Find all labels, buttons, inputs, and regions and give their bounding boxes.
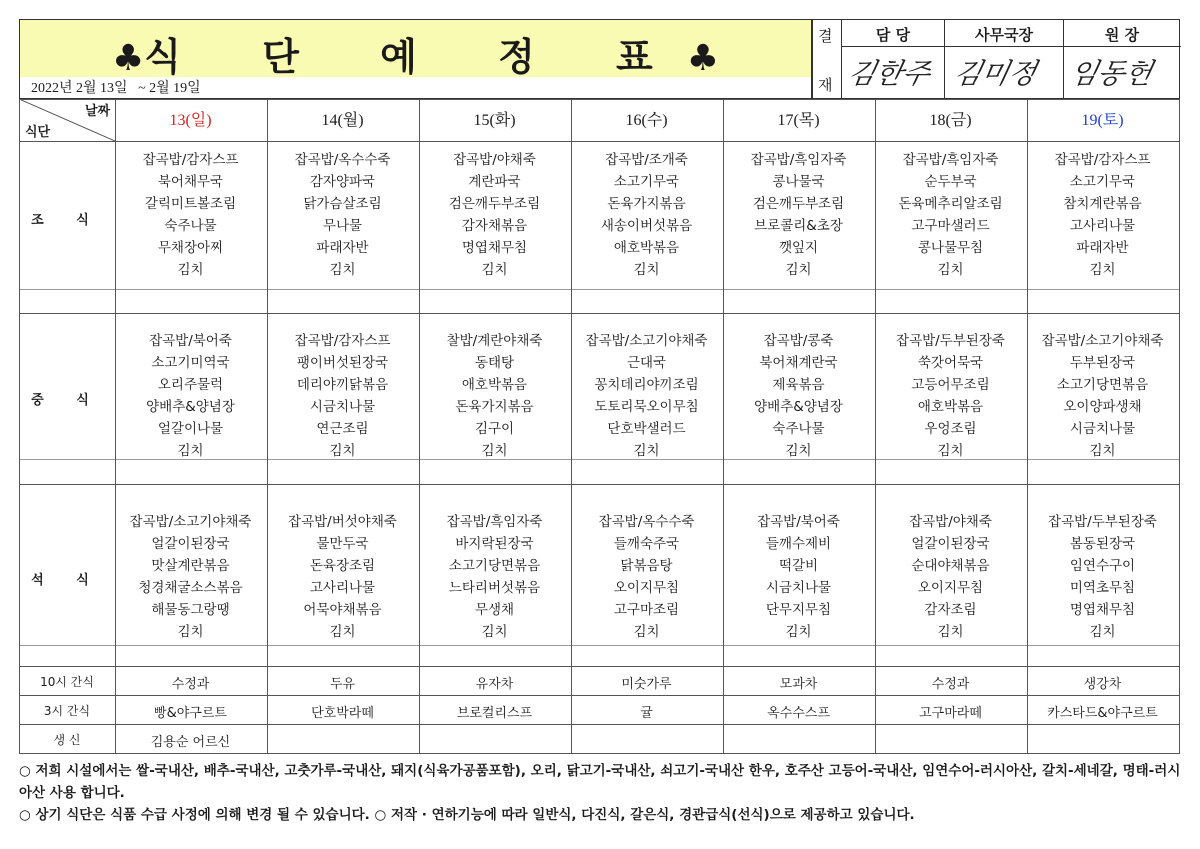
menu-item: 김치 bbox=[785, 624, 812, 640]
snack-item: 생강차 bbox=[1083, 677, 1122, 692]
menu-item: 잡곡밥/조개죽 bbox=[605, 152, 688, 168]
menu-item: 숙주나물 bbox=[772, 421, 825, 437]
menu-item: 북어채무국 bbox=[157, 174, 224, 190]
menu-item: 연근조림 bbox=[316, 421, 369, 437]
menu-item: 두부된장국 bbox=[1069, 355, 1136, 371]
menu-item: 김치 bbox=[481, 624, 508, 640]
menu-item: 고구마조림 bbox=[613, 602, 680, 618]
snack-item: 귤 bbox=[640, 706, 653, 721]
menu-table bbox=[19, 99, 1180, 753]
menu-item: 애호박볶음 bbox=[613, 240, 680, 256]
menu-item: 새송이버섯볶음 bbox=[600, 218, 693, 234]
menu-item: 브로콜리&초장 bbox=[754, 218, 843, 234]
menu-item: 오이지무침 bbox=[613, 580, 680, 596]
footer-notes bbox=[19, 760, 1184, 826]
menu-item: 돈육메추리알조림 bbox=[898, 196, 1003, 212]
menu-item: 참치계란볶음 bbox=[1063, 196, 1142, 212]
snack-item: 두유 bbox=[329, 677, 356, 692]
menu-item: 얼갈이된장국 bbox=[151, 536, 230, 552]
menu-item: 감자채볶음 bbox=[461, 218, 528, 234]
snack-item: 브로컬리스프 bbox=[456, 706, 533, 721]
menu-item: 미역초무침 bbox=[1069, 580, 1136, 596]
menu-item: 김구이 bbox=[474, 421, 515, 437]
approval-box bbox=[812, 19, 1180, 99]
menu-item: 잡곡밥/야채죽 bbox=[453, 152, 536, 168]
page-title bbox=[20, 26, 811, 81]
approval-label-bottom: 재 bbox=[818, 76, 833, 94]
menu-cell bbox=[571, 511, 722, 643]
menu-cell bbox=[571, 149, 722, 281]
menu-item: 우엉조림 bbox=[924, 421, 977, 437]
snack-row-label: 생 신 bbox=[53, 733, 81, 747]
menu-item: 돈육가지볶음 bbox=[455, 399, 534, 415]
menu-item: 김치 bbox=[1089, 262, 1116, 278]
menu-cell bbox=[723, 149, 874, 281]
menu-item: 봄동된장국 bbox=[1069, 536, 1136, 552]
day-header: 19(토) bbox=[1081, 112, 1124, 129]
menu-item: 콩나물국 bbox=[772, 174, 825, 190]
date-range: 2022년 2월 13일 ~ 2월 19일 bbox=[31, 81, 201, 96]
menu-item: 잡곡밥/옥수수죽 bbox=[294, 152, 391, 168]
club-icon: ♣ bbox=[111, 37, 145, 79]
menu-cell bbox=[419, 330, 570, 462]
menu-item: 깻잎지 bbox=[778, 240, 819, 256]
menu-item: 오이지무침 bbox=[917, 580, 984, 596]
menu-item: 임연수구이 bbox=[1069, 558, 1136, 574]
menu-item: 김치 bbox=[329, 443, 356, 459]
meal-label: 석 식 bbox=[31, 573, 103, 588]
menu-item: 고구마샐러드 bbox=[911, 218, 990, 234]
menu-item: 김치 bbox=[177, 262, 204, 278]
menu-item: 들깨숙주국 bbox=[613, 536, 680, 552]
menu-item: 떡갈비 bbox=[778, 558, 819, 574]
day-header: 17(목) bbox=[777, 112, 820, 129]
snack-item: 유자차 bbox=[475, 677, 514, 692]
menu-item: 잡곡밥/버섯야채죽 bbox=[288, 514, 397, 530]
menu-cell bbox=[115, 330, 266, 462]
menu-item: 김치 bbox=[1089, 443, 1116, 459]
menu-cell bbox=[419, 149, 570, 281]
snack-item: 빵&야구르트 bbox=[154, 706, 227, 721]
corner-date-label: 날짜 bbox=[85, 104, 111, 119]
role-director: 원 장 bbox=[1104, 26, 1140, 44]
menu-item: 명엽채무침 bbox=[1069, 602, 1136, 618]
menu-item: 얼갈이나물 bbox=[157, 421, 224, 437]
snack-item: 고구마라떼 bbox=[919, 706, 982, 721]
menu-item: 소고기무국 bbox=[1069, 174, 1136, 190]
menu-item: 김치 bbox=[177, 443, 204, 459]
menu-item: 소고기미역국 bbox=[151, 355, 230, 371]
menu-item: 김치 bbox=[329, 624, 356, 640]
menu-item: 애호박볶음 bbox=[917, 399, 984, 415]
menu-item: 근대국 bbox=[626, 355, 667, 371]
menu-item: 김치 bbox=[633, 624, 660, 640]
menu-item: 김치 bbox=[481, 262, 508, 278]
menu-item: 김치 bbox=[785, 443, 812, 459]
menu-cell bbox=[267, 511, 418, 643]
role-manager: 담 당 bbox=[875, 26, 911, 44]
menu-item: 닭가슴살조림 bbox=[303, 196, 382, 212]
menu-item: 잡곡밥/두부된장죽 bbox=[1048, 514, 1157, 530]
snack-item: 옥수수스프 bbox=[767, 706, 830, 721]
snack-item: 수정과 bbox=[931, 677, 970, 692]
menu-item: 돈육장조림 bbox=[309, 558, 376, 574]
signature-manager: 김한주 bbox=[845, 57, 934, 90]
meal-label: 중 식 bbox=[31, 393, 103, 408]
menu-item: 고등어무조림 bbox=[911, 377, 990, 393]
menu-item: 무나물 bbox=[322, 218, 363, 234]
day-header: 13(일) bbox=[169, 112, 212, 129]
menu-item: 김치 bbox=[633, 262, 660, 278]
menu-item: 꽁치데리야끼조림 bbox=[594, 377, 699, 393]
menu-cell bbox=[267, 330, 418, 462]
menu-item: 양배추&양념장 bbox=[146, 399, 235, 415]
menu-cell bbox=[571, 330, 722, 462]
menu-item: 해물동그랑땡 bbox=[151, 602, 230, 618]
menu-item: 검은깨두부조림 bbox=[448, 196, 541, 212]
menu-item: 돈육가지볶음 bbox=[607, 196, 686, 212]
footer-change-note: ○ 상기 식단은 식품 수급 사정에 의해 변경 될 수 있습니다. ○ 저작 · 연하기능에 따라 일반식, 다진식, 갈은식, 경관급식(선식)으로 제공하고 있습니다. bbox=[19, 807, 915, 823]
menu-item: 동태탕 bbox=[474, 355, 515, 371]
menu-item: 닭볶음탕 bbox=[620, 558, 673, 574]
menu-item: 김치 bbox=[329, 262, 356, 278]
menu-item: 순두부국 bbox=[924, 174, 977, 190]
menu-item: 파래자반 bbox=[316, 240, 369, 256]
menu-item: 감자조림 bbox=[924, 602, 977, 618]
menu-item: 김치 bbox=[633, 443, 660, 459]
menu-cell bbox=[115, 149, 266, 281]
menu-cell bbox=[1027, 330, 1178, 462]
menu-item: 잡곡밥/옥수수죽 bbox=[598, 514, 695, 530]
menu-item: 감자양파국 bbox=[309, 174, 376, 190]
menu-item: 팽이버섯된장국 bbox=[296, 355, 389, 371]
day-header: 15(화) bbox=[473, 112, 516, 129]
menu-item: 고사리나물 bbox=[309, 580, 376, 596]
menu-cell bbox=[1027, 149, 1178, 281]
approval-label-top: 결 bbox=[818, 27, 833, 45]
menu-item: 콩나물무침 bbox=[917, 240, 984, 256]
snack-item: 수정과 bbox=[171, 677, 210, 692]
menu-item: 소고기당면볶음 bbox=[448, 558, 541, 574]
menu-item: 김치 bbox=[937, 262, 964, 278]
menu-item: 무생채 bbox=[474, 602, 515, 618]
menu-item: 잡곡밥/흑임자죽 bbox=[750, 152, 847, 168]
snack-item: 모과차 bbox=[779, 677, 818, 692]
menu-item: 갈릭미트볼조림 bbox=[144, 196, 237, 212]
menu-item: 느타리버섯볶음 bbox=[448, 580, 541, 596]
signature-director: 임동헌 bbox=[1067, 57, 1156, 90]
menu-item: 오리주물럭 bbox=[157, 377, 224, 393]
signature-secretary: 김미정 bbox=[951, 57, 1040, 90]
menu-cell bbox=[115, 511, 266, 643]
day-header: 14(월) bbox=[321, 112, 364, 129]
snack-item: 미숫가루 bbox=[621, 677, 672, 692]
menu-cell bbox=[1027, 511, 1178, 643]
menu-item: 잡곡밥/북어죽 bbox=[757, 514, 840, 530]
title-block bbox=[19, 19, 812, 99]
menu-item: 바지락된장국 bbox=[455, 536, 534, 552]
menu-item: 북어채계란국 bbox=[759, 355, 838, 371]
menu-item: 무채장아찌 bbox=[157, 240, 224, 256]
menu-item: 시금치나물 bbox=[1069, 421, 1136, 437]
menu-item: 검은깨두부조림 bbox=[752, 196, 845, 212]
menu-item: 소고기당면볶음 bbox=[1056, 377, 1149, 393]
day-header: 18(금) bbox=[929, 112, 972, 129]
meal-label: 조 식 bbox=[31, 213, 103, 228]
menu-item: 김치 bbox=[937, 624, 964, 640]
day-header: 16(수) bbox=[625, 112, 668, 129]
menu-item: 잡곡밥/북어죽 bbox=[149, 333, 232, 349]
menu-item: 숙주나물 bbox=[164, 218, 217, 234]
menu-item: 김치 bbox=[177, 624, 204, 640]
menu-item: 잡곡밥/야채죽 bbox=[909, 514, 992, 530]
menu-item: 잡곡밥/흑임자죽 bbox=[902, 152, 999, 168]
menu-cell bbox=[875, 149, 1026, 281]
menu-item: 김치 bbox=[937, 443, 964, 459]
menu-item: 맛살계란볶음 bbox=[151, 558, 230, 574]
menu-cell bbox=[875, 330, 1026, 462]
menu-item: 김치 bbox=[1089, 624, 1116, 640]
title-text: 식 단 예 정 표 bbox=[144, 34, 687, 79]
menu-item: 잡곡밥/콩죽 bbox=[763, 333, 834, 349]
menu-item: 청경채굴소스볶음 bbox=[138, 580, 243, 596]
menu-item: 소고기무국 bbox=[613, 174, 680, 190]
menu-item: 찰밥/계란야채죽 bbox=[446, 333, 543, 349]
menu-cell bbox=[267, 149, 418, 281]
snack-row-label: 10시 간식 bbox=[40, 675, 94, 689]
corner-meal-label: 식단 bbox=[25, 125, 51, 140]
menu-cell bbox=[875, 511, 1026, 643]
menu-cell bbox=[419, 511, 570, 643]
menu-item: 쑥갓어묵국 bbox=[917, 355, 984, 371]
snack-item: 김용순 어르신 bbox=[150, 735, 231, 750]
menu-item: 김치 bbox=[785, 262, 812, 278]
menu-item: 명엽채무침 bbox=[461, 240, 528, 256]
menu-item: 잡곡밥/흑임자죽 bbox=[446, 514, 543, 530]
menu-item: 양배추&양념장 bbox=[754, 399, 843, 415]
club-icon: ♣ bbox=[686, 37, 720, 79]
menu-item: 잡곡밥/소고기야채죽 bbox=[1041, 333, 1164, 349]
role-secretary: 사무국장 bbox=[975, 26, 1033, 44]
menu-item: 잡곡밥/감자스프 bbox=[1054, 152, 1151, 168]
menu-item: 얼갈이된장국 bbox=[911, 536, 990, 552]
footer-origin-note: ○ 저희 시설에서는 쌀-국내산, 배추-국내산, 고춧가루-국내산, 돼지(식육가공품포함), 오리, 닭고기-국내산, 쇠고기-국내산 한우, 호주산 고등어-국내산, 임연수어-러시아산, 갈치-세네갈, 명태-러시아산 사용 합니다. bbox=[19, 763, 1181, 801]
menu-cell bbox=[723, 330, 874, 462]
snack-item: 단호박라떼 bbox=[311, 706, 374, 721]
menu-item: 잡곡밥/소고기야채죽 bbox=[585, 333, 708, 349]
menu-item: 파래자반 bbox=[1076, 240, 1129, 256]
menu-item: 잡곡밥/두부된장죽 bbox=[896, 333, 1005, 349]
menu-item: 어묵야채볶음 bbox=[303, 602, 382, 618]
menu-item: 김치 bbox=[481, 443, 508, 459]
menu-item: 단호박샐러드 bbox=[607, 421, 686, 437]
menu-item: 순대야채볶음 bbox=[911, 558, 990, 574]
menu-item: 도토리묵오이무침 bbox=[594, 399, 699, 415]
menu-item: 애호박볶음 bbox=[461, 377, 528, 393]
title-band bbox=[20, 20, 811, 77]
menu-item: 계란파국 bbox=[468, 174, 521, 190]
menu-item: 시금치나물 bbox=[765, 580, 832, 596]
menu-item: 단무지무침 bbox=[765, 602, 832, 618]
menu-item: 오이양파생채 bbox=[1063, 399, 1142, 415]
menu-item: 데리야끼닭볶음 bbox=[296, 377, 389, 393]
menu-item: 잡곡밥/감자스프 bbox=[142, 152, 239, 168]
menu-item: 잡곡밥/소고기야채죽 bbox=[129, 514, 252, 530]
menu-item: 잡곡밥/감자스프 bbox=[294, 333, 391, 349]
menu-item: 제육볶음 bbox=[772, 377, 825, 393]
menu-item: 물만두국 bbox=[316, 536, 369, 552]
menu-item: 고사리나물 bbox=[1069, 218, 1136, 234]
snack-row-label: 3시 간식 bbox=[43, 704, 91, 718]
menu-item: 시금치나물 bbox=[309, 399, 376, 415]
menu-cell bbox=[723, 511, 874, 643]
menu-item: 들깨수제비 bbox=[765, 536, 832, 552]
snack-item: 카스타드&야구르트 bbox=[1047, 706, 1158, 721]
